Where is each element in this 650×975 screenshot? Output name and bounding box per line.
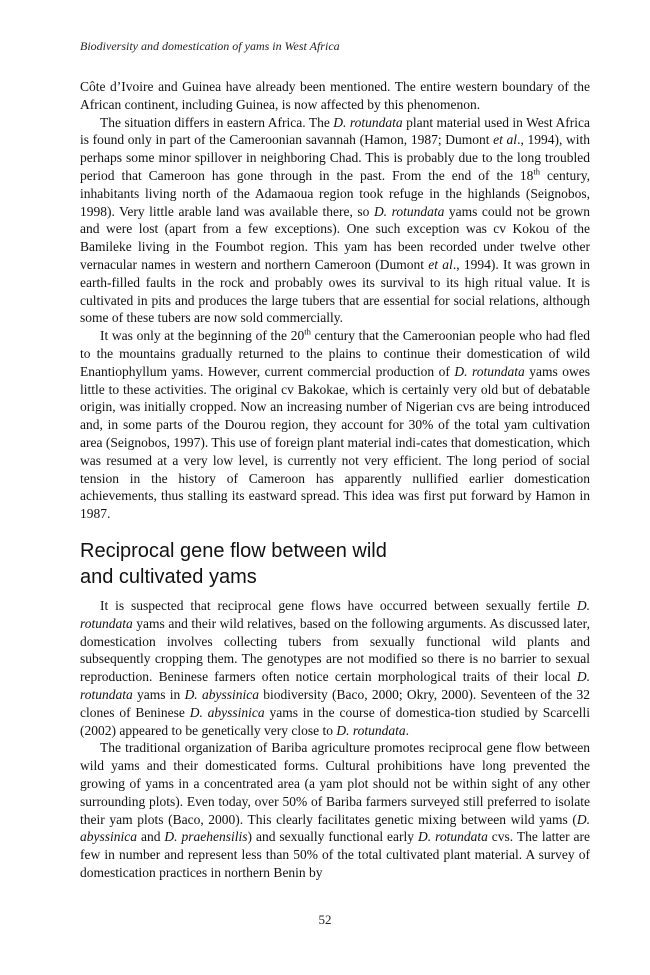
paragraph-3: It was only at the beginning of the 20th century that the Cameroonian people who had fled to the mountains gradually returned to the plains to continue their domestication of wild Enantiophyllum yams. However, current commercial production of D. rotundata yams owes little to these activities. The original cv Bakokae, which is certainly very old but of debatable origin, was initially cropped. Now an increasing number of Nigerian cvs are being introduced and, in some parts of the Dourou region, they account for 30% of the total yam cultivation area (Seignobos, 1997). This use of foreign plant material indi-cates that domestication, which was resumed at a very low level, is currently not very efficient. The long period of social tension in the history of Cameroon has apparently nullified earlier domestication achievements, thus stalling its eastward spread. This idea was first put forward by Hamon in 1987.: [80, 326, 590, 522]
running-head: Biodiversity and domestication of yams in West Africa: [80, 39, 340, 53]
body-text-section: [80, 597, 590, 882]
paragraph-4: It is suspected that reciprocal gene flows have occurred between sexually fertile D. rotundata yams and their wild relatives, based on the following arguments. As discussed later, domestication involves collecting tubers from sexually functional wild plants and subsequently cropping them. The genotypes are not modified so there is no barrier to sexual reproduction. Beninese farmers often notice certain morphological traits of their local D. rotundata yams in D. abyssinica biodiversity (Baco, 2000; Okry, 2000). Seventeen of the 32 clones of Beninese D. abyssinica yams in the course of domestica-tion studied by Scarcelli (2002) appeared to be genetically very close to D. rotundata.: [80, 598, 591, 738]
section-heading: Reciprocal gene flow between wild and cultivated yams: [80, 540, 387, 588]
paragraph-2: The situation differs in eastern Africa. The D. rotundata plant material used in West Africa is found only in part of the Cameroonian savannah (Hamon, 1987; Dumont et al., 1994), with perhaps some minor spillover in neighboring Chad. This is probably due to the long troubled period that Cameroon has gone through in the past. From the end of the 18th century, inhabitants living north of the Adamaoua region took refuge in the highlands (Seignobos, 1998). Very little arable land was available there, so D. rotundata yams could not be grown and were lost (apart from a few exceptions). One such exception was cv Kokou of the Bamileke living in the Foumbot region. This yam has been recorded under twelve other vernacular names in western and northern Cameroon (Dumont et al., 1994). It was grown in earth-filled faults in the rock and probably owes its survival to its high ritual value. It is cultivated in pits and produces the large tubers that are essential for social relations, although some of these tubers are now sold commercially.: [80, 114, 591, 326]
page-number: 52: [318, 912, 332, 927]
paragraph-5: The traditional organization of Bariba agriculture promotes reciprocal gene flow between wild yams and their domesticated forms. Cultural prohibitions have long prevented the growing of yams in a concentrated area (a yam plot should not be within sight of any other surrounding plots). Even today, over 50% of Bariba farmers surveyed still preferred to isolate their yam plots (Baco, 2000). This clearly facilitates genetic mixing between wild yams (D. abyssinica and D. praehensilis) and sexually functional early D. rotundata cvs. The latter are few in number and represent less than 50% of the total cultivated plant material. A survey of domestication practices in northern Benin by: [80, 740, 591, 880]
paragraph-1: Côte d’Ivoire and Guinea have already been mentioned. The entire western boundary of the African continent, including Guinea, is now affected by this phenomenon.: [80, 79, 590, 112]
body-text-top: [80, 78, 590, 523]
